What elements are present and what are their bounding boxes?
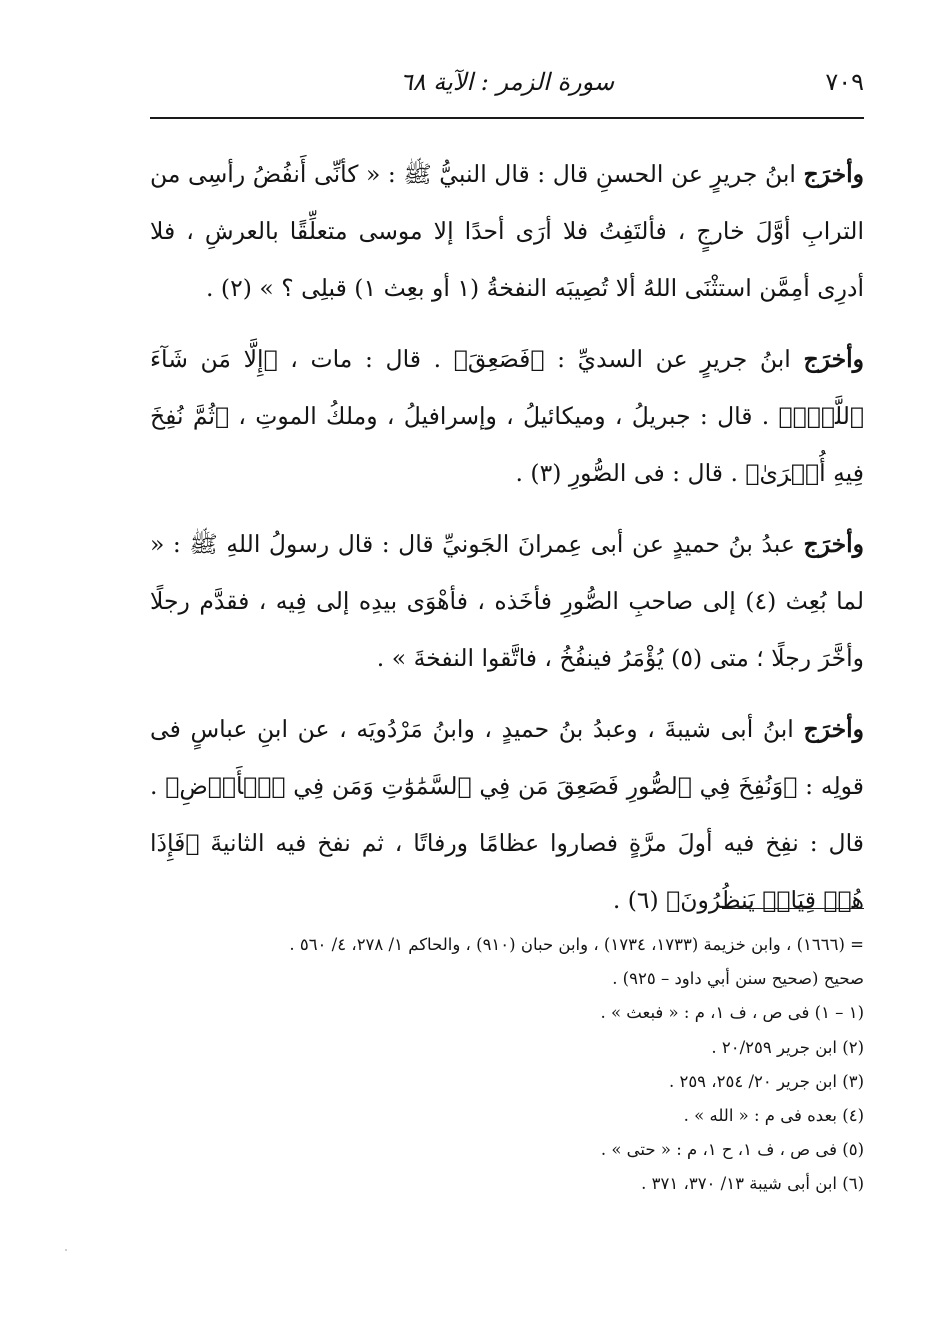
paragraph-body: ابنُ أبى شيبةَ ، وعبدُ بنُ حميدٍ ، وابنُ مَرْدُويَه ، عن ابنِ عباسٍ فى قولِه : ﴿وَنُفِخَ فِي ٱلصُّورِ فَصَعِقَ مَن فِي ٱلسَّمَٰوَٰتِ وَمَن فِي ٱلۡأَرۡضِ﴾ . قال : نفِخ فيه أولَ مرَّةٍ فصاروا عظامًا ورفاتًا ، ثم نفخ فيه الثانيةَ ﴿فَإِذَا هُمۡ قِيَامٞ يَنظُرُونَ﴾ (٦) .: [150, 715, 864, 914]
footnote-continuation: صحيح (صحيح سنن أبي داود – ٩٢٥) .: [612, 969, 864, 989]
running-title: سورة الزمر : الآية ٦٨: [399, 68, 615, 96]
footnote-1: (١ – ١) فى ص ، ف ١، م : « فبعث » .: [600, 1003, 864, 1023]
footnote-separator: [722, 908, 864, 909]
footnote-6: (٦) ابن أبى شيبة ١٣/ ٣٧٠، ٣٧١ .: [641, 1174, 864, 1194]
footnote-4: (٤) بعده فى م : « الله » .: [683, 1106, 864, 1126]
paragraph-abu-imran: [150, 516, 864, 687]
paragraph-suddi: [150, 331, 864, 502]
book-page: [150, 0, 864, 1339]
scan-speck: [65, 1249, 67, 1251]
paragraph-lead: وأخرَج: [803, 530, 864, 558]
paragraph-body: ابنُ جريرٍ عن الحسنِ قال : قال النبيُّ ﷺ : « كأنِّى أَنفُضُ رأسِى من الترابِ أوَّلَ خارجٍ ، فألتَفِتُ فلا أرَى أحدًا إلا موسى متعلِّقًا بالعرشِ ، فلا أدرِى أمِمَّن استثْنَى اللهُ ألا تُصِيبَه النفخةُ (١ أو بعِث ١) قبلِى ؟ » (٢) .: [150, 160, 864, 302]
footnote-3: (٣) ابن جرير ٢٠/ ٢٥٤، ٢٥٩ .: [668, 1071, 864, 1091]
paragraph-body: ابنُ جريرٍ عن السديِّ : ﴿فَصَعِقَ﴾ . قال : مات ، ﴿إِلَّا مَن شَآءَ ٱللَّهُۖ﴾ . قال : جبريلُ ، وميكائيلُ ، وإسرافيلُ ، وملكُ الموتِ ، ﴿ثُمَّ نُفِخَ فِيهِ أُخۡرَىٰ﴾ . قال : فى الصُّورِ (٣) .: [150, 345, 864, 487]
running-header: [150, 66, 864, 110]
paragraph-hasan: [150, 146, 864, 317]
paragraph-ibn-abbas: [150, 701, 864, 929]
footnote-continuation: = (١٦٦٦) ، وابن خزيمة (١٧٣٣، ١٧٣٤) ، وابن حبان (٩١٠) ، والحاكم ١/ ٢٧٨، ٤/ ٥٦٠ .: [289, 935, 864, 954]
paragraph-body: عبدُ بنُ حميدٍ عن أبى عِمرانَ الجَونيِّ قال : قال رسولُ اللهِ ﷺ : « لما بُعِث (٤) إلى صاحبِ الصُّورِ فأخَذه ، فأهْوَى بيدِه إلى فِيه ، فقدَّم رجلًا وأخَّرَ رجلًا ؛ متى (٥) يُؤْمَرُ فينفُخُ ، فاتَّقوا النفخةَ » .: [150, 530, 864, 672]
paragraph-lead: وأخرَج: [803, 715, 864, 743]
header-rule: [150, 117, 864, 119]
main-text: [150, 146, 864, 943]
page-number: ٧٠٩: [825, 68, 864, 96]
paragraph-lead: وأخرَج: [803, 160, 864, 188]
footnote-5: (٥) فى ص ، ف ١، ح ١، م : « حتى » .: [600, 1140, 864, 1160]
footnote-2: (٢) ابن جرير ٢٠/٢٥٩ .: [711, 1037, 864, 1057]
paragraph-lead: وأخرَج: [803, 345, 864, 373]
footnotes: [150, 928, 864, 1202]
